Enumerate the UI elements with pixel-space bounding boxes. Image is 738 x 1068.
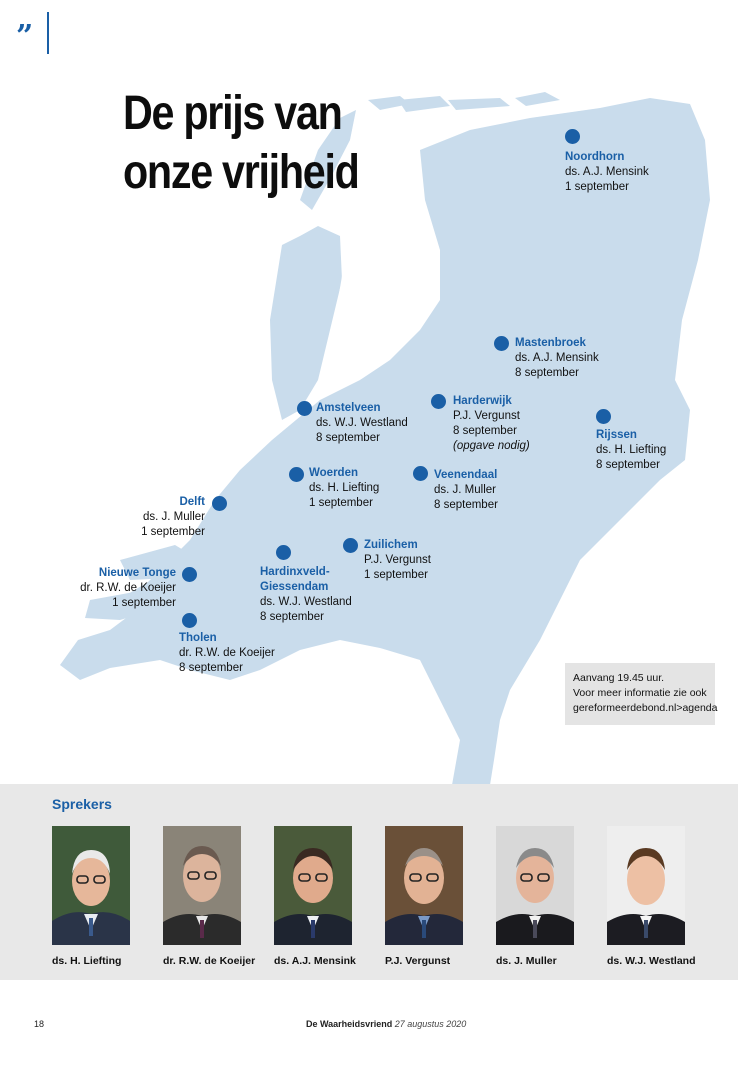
location-hardinxveld [260, 565, 352, 625]
wadden-island-ameland [448, 98, 510, 110]
location-speaker: ds. W.J. Westland [260, 596, 352, 608]
location-date: 8 september [596, 459, 660, 471]
location-speaker: ds. J. Muller [143, 511, 205, 523]
location-zuilichem [364, 538, 431, 583]
location-city: Noordhorn [565, 151, 625, 163]
speaker-photo-vergunst [385, 826, 463, 945]
speakers-title: Sprekers [52, 796, 112, 812]
location-harderwijk [453, 394, 530, 454]
location-date: 1 september [141, 526, 205, 538]
location-speaker: ds. H. Liefting [309, 482, 380, 494]
map-marker-tholen [182, 613, 197, 628]
location-speaker: ds. W.J. Westland [316, 417, 408, 429]
map-marker-delft [212, 496, 227, 511]
north-holland [270, 226, 342, 420]
speaker-photo-liefting [52, 826, 130, 945]
location-woerden [309, 466, 379, 511]
location-mastenbroek [515, 336, 599, 381]
footer-publication [306, 1019, 466, 1029]
location-date: 8 september [260, 611, 324, 623]
wadden-island-schier [515, 92, 560, 106]
info-more: Voor meer informatie zie ook [573, 687, 707, 699]
speaker-name: P.J. Vergunst [385, 955, 451, 967]
location-city: Mastenbroek [515, 337, 586, 349]
location-veenendaal [434, 468, 498, 513]
location-city: Zuilichem [364, 539, 418, 551]
location-speaker: ds. A.J. Mensink [515, 352, 599, 364]
location-city: Delft [179, 496, 205, 508]
speaker-name: ds. H. Liefting [52, 955, 122, 967]
map-marker-harderwijk [431, 394, 446, 409]
location-date: 1 september [112, 597, 176, 609]
location-delft [130, 495, 205, 540]
location-date: 1 september [309, 497, 373, 509]
location-city: Tholen [179, 632, 217, 644]
speaker-name: ds. A.J. Mensink [274, 955, 356, 967]
location-city: Nieuwe Tonge [98, 567, 176, 579]
location-date: 8 september [316, 432, 380, 444]
map-marker-zuilichem [343, 538, 358, 553]
location-speaker: dr. R.W. de Koeijer [80, 582, 176, 594]
location-speaker: dr. R.W. de Koeijer [179, 647, 275, 659]
location-speaker: ds. A.J. Mensink [565, 166, 649, 178]
ijsselmeer [338, 225, 428, 340]
page-number: 18 [34, 1019, 45, 1029]
info-box [565, 663, 718, 725]
speaker-photo-mensink [274, 826, 352, 945]
location-date: 1 september [565, 181, 629, 193]
location-city-line-2: Giessendam [260, 581, 329, 593]
map-marker-woerden [289, 467, 304, 482]
publication-date: 27 augustus 2020 [394, 1019, 467, 1029]
location-city: Amstelveen [316, 402, 381, 414]
location-nieuwe-tonge [62, 566, 176, 611]
speaker-photo-de-koeijer [163, 826, 241, 945]
location-noordhorn [565, 150, 649, 195]
location-tholen [179, 631, 275, 676]
page-title [123, 84, 359, 202]
speaker-photo-muller [496, 826, 574, 945]
location-city: Hardinxveld- [260, 566, 330, 578]
location-city: Harderwijk [453, 395, 512, 407]
location-rijssen [596, 428, 666, 473]
map-marker-amstelveen [297, 401, 312, 416]
info-link: gereformeerdebond.nl>agenda [573, 702, 718, 714]
title-line-1: De prijs van [123, 87, 342, 140]
speaker-name: dr. R.W. de Koeijer [163, 955, 256, 967]
map-marker-hardinxveld [276, 545, 291, 560]
location-speaker: ds. J. Muller [434, 484, 496, 496]
map-marker-noordhorn [565, 129, 580, 144]
publication-name: De Waarheidsvriend [306, 1019, 393, 1029]
location-speaker: ds. H. Liefting [596, 444, 667, 456]
map-marker-veenendaal [413, 466, 428, 481]
map-marker-nieuwe-tonge [182, 567, 197, 582]
quote-mark-icon: ” [16, 19, 34, 54]
speaker-name: ds. J. Muller [496, 955, 557, 967]
location-date: 1 september [364, 569, 428, 581]
location-speaker: P.J. Vergunst [364, 554, 431, 566]
speaker-name: ds. W.J. Westland [607, 955, 696, 967]
location-city: Rijssen [596, 429, 637, 441]
location-note: (opgave nodig) [453, 440, 530, 452]
map-marker-mastenbroek [494, 336, 509, 351]
info-start-time: Aanvang 19.45 uur. [573, 672, 665, 684]
location-city: Veenendaal [434, 469, 498, 481]
location-speaker: P.J. Vergunst [453, 410, 520, 422]
speaker-photo-westland [607, 826, 685, 945]
location-date: 8 september [515, 367, 579, 379]
location-date: 8 september [434, 499, 498, 511]
wadden-island-terschelling [398, 96, 450, 112]
location-date: 8 september [179, 662, 243, 674]
location-city: Woerden [309, 467, 358, 479]
map-marker-rijssen [596, 409, 611, 424]
title-line-2: onze vrijheid [123, 146, 359, 199]
location-date: 8 september [453, 425, 517, 437]
location-amstelveen [316, 401, 408, 446]
